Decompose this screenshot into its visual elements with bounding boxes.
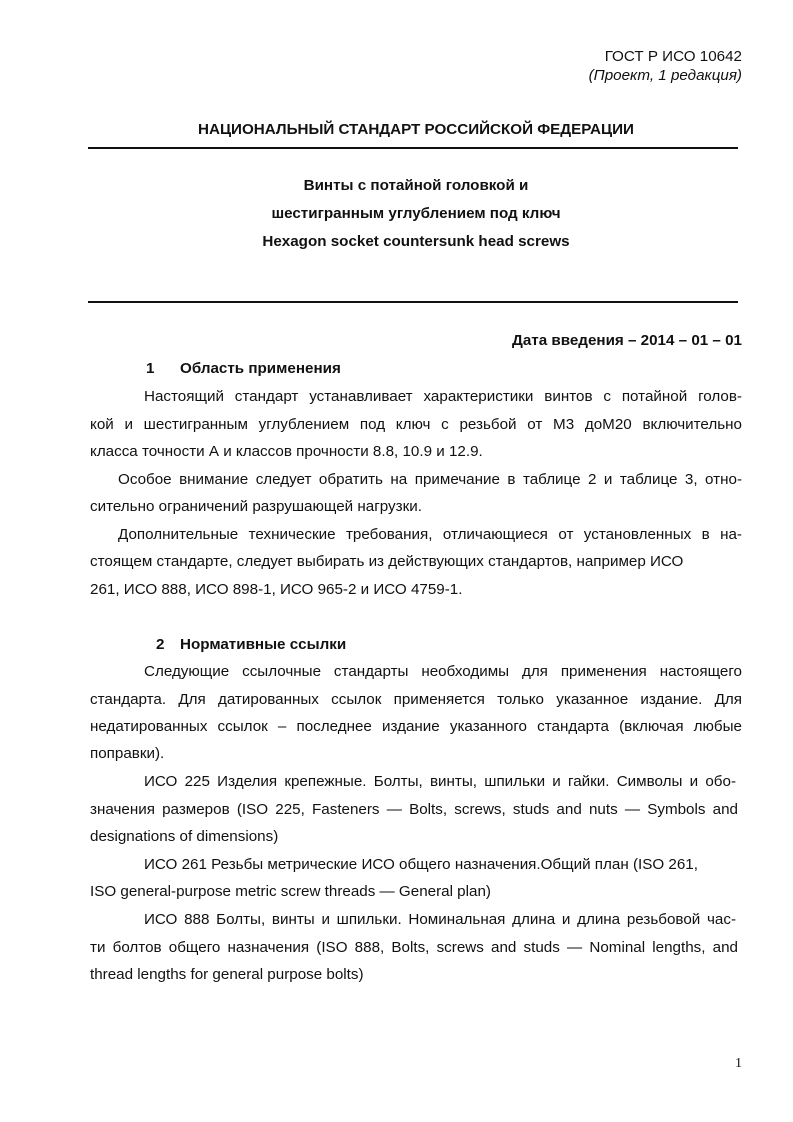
- doc-title-line-2: шестигранным углублением под ключ: [271, 205, 561, 222]
- reference-iso-225: ИСО 225 Изделия крепежные. Болты, винты, шпильки и гайки. Символы и обо-: [144, 773, 736, 790]
- section-1-title: Область применения: [180, 360, 341, 377]
- section-1-line: Дополнительные технические требования, отличающиеся от установленных в на-: [118, 526, 742, 543]
- reference-iso-888-cont: thread lengths for general purpose bolts): [90, 966, 364, 983]
- top-rule: [88, 147, 738, 149]
- doc-title-line-1: Винты с потайной головкой и: [303, 177, 529, 194]
- reference-iso-261-cont: ISO general-purpose metric screw threads — General plan): [90, 883, 491, 900]
- standard-title: НАЦИОНАЛЬНЫЙ СТАНДАРТ РОССИЙСКОЙ ФЕДЕРАЦИИ: [198, 121, 634, 138]
- section-1-line: 261, ИСО 888, ИСО 898-1, ИСО 965-2 и ИСО 4759-1.: [90, 581, 463, 598]
- section-1-number: 1: [146, 360, 155, 377]
- reference-iso-225-cont: значения размеров (ISO 225, Fasteners — Bolts, screws, studs and nuts — Symbols and: [90, 801, 738, 818]
- section-2-title: Нормативные ссылки: [180, 636, 347, 653]
- document-id: ГОСТ Р ИСО 10642: [604, 48, 742, 65]
- reference-iso-888-cont: ти болтов общего назначения (ISO 888, Bolts, screws and studs — Nominal lengths, and: [90, 939, 738, 956]
- section-1-line: кой и шестигранным углублением под ключ с резьбой от М3 доМ20 включительно: [90, 416, 742, 433]
- section-2-line: Следующие ссылочные стандарты необходимы для применения настоящего: [144, 663, 742, 680]
- bottom-rule: [88, 301, 738, 303]
- section-1-line: Настоящий стандарт устанавливает характеристики винтов с потайной голов-: [144, 388, 742, 405]
- reference-iso-261: ИСО 261 Резьбы метрические ИСО общего назначения.Общий план (ISO 261,: [144, 856, 698, 873]
- section-1-line: Особое внимание следует обратить на примечание в таблице 2 и таблице 3, отно-: [118, 471, 742, 488]
- reference-iso-888: ИСО 888 Болты, винты и шпильки. Номинальная длина и длина резьбовой час-: [144, 911, 736, 928]
- section-1-line: класса точности А и классов прочности 8.8, 10.9 и 12.9.: [90, 443, 483, 460]
- reference-iso-225-cont: designations of dimensions): [90, 828, 279, 845]
- doc-title-line-3: Hexagon socket countersunk head screws: [262, 233, 570, 250]
- draft-note: (Проект, 1 редакция): [588, 67, 742, 84]
- effective-date: Дата введения – 2014 – 01 – 01: [512, 332, 742, 349]
- section-2-number: 2: [156, 636, 165, 653]
- page-number: 1: [735, 1056, 742, 1071]
- section-1-line: стоящем стандарте, следует выбирать из действующих стандартов, например ИСО: [90, 553, 684, 570]
- section-2-line: стандарта. Для датированных ссылок применяется только указанное издание. Для: [90, 691, 742, 708]
- section-2-line: поправки).: [90, 745, 165, 762]
- section-2-line: недатированных ссылок – последнее издание указанного стандарта (включая любые: [90, 718, 742, 735]
- section-1-line: сительно ограничений разрушающей нагрузки.: [90, 498, 422, 515]
